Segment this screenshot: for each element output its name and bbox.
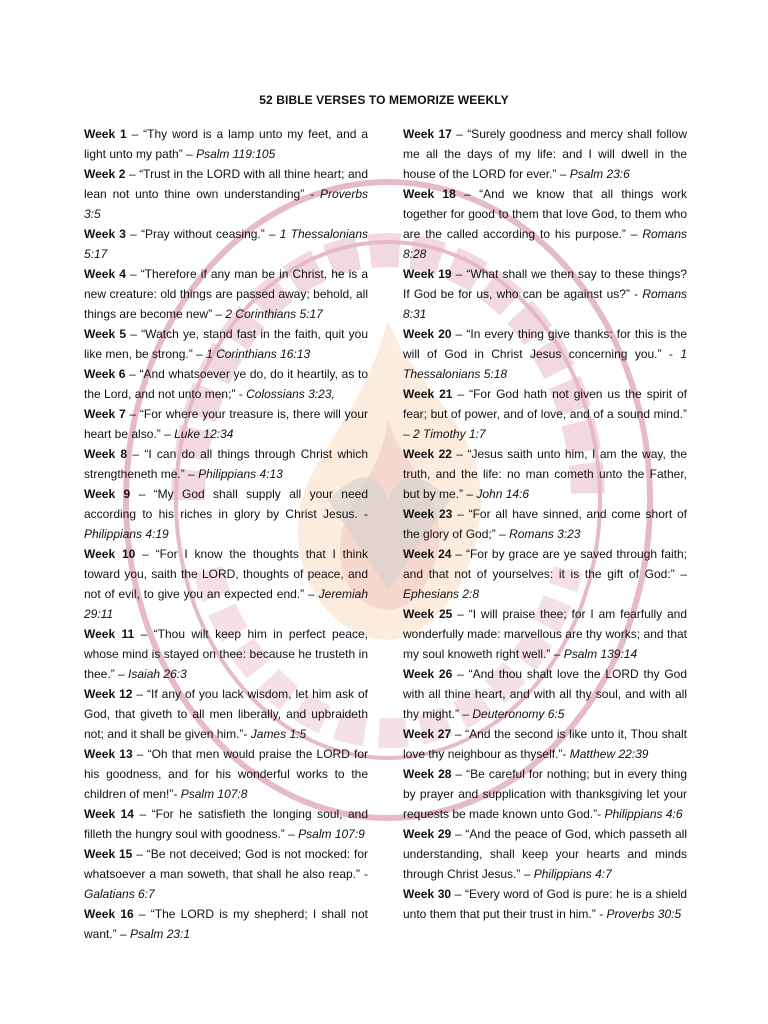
- verse-entry: Week 19 – “What shall we then say to these things? If God be for us, who can be against us?” - Romans 8:31: [403, 267, 688, 321]
- week-label: Week 24: [403, 547, 452, 561]
- verse-entry: Week 9 – “My God shall supply all your need according to his riches in glory by Christ Jesus. - Philippians 4:19: [84, 487, 368, 541]
- week-label: Week 16: [84, 907, 134, 921]
- verse-entry: Week 7 – “For where your treasure is, there will your heart be also.” – Luke 12:34: [84, 407, 368, 441]
- verse-text: “For he satisfieth the longing soul, and filleth the hungry soul with goodness.” –: [84, 807, 368, 841]
- week-label: Week 2: [84, 167, 126, 181]
- verse-reference: Jeremiah 29:11: [84, 587, 368, 621]
- verse-text: “I will praise thee; for I am fearfully and wonderfully made: marvellous are thy works; and that my soul knoweth right well.” –: [403, 607, 688, 661]
- right-column: [403, 124, 687, 924]
- verse-entry: Week 10 – “For I know the thoughts that I think toward you, saith the LORD, thoughts of peace, and not of evil, to give you an expected end.” – Jeremiah 29:11: [84, 547, 369, 621]
- verse-text: “Thou wilt keep him in perfect peace, whose mind is stayed on thee: because he trusteth in thee.” –: [84, 627, 368, 681]
- verse-text: “For by grace are ye saved through faith; and that not of yourselves: it is the gift of God:” –: [403, 547, 688, 581]
- verse-reference: Philippians 4:6: [604, 807, 683, 821]
- left-column: [84, 124, 368, 944]
- verse-entry: Week 1 – “Thy word is a lamp unto my feet, and a light unto my path” – Psalm 119:105: [84, 127, 368, 161]
- week-label: Week 9: [84, 487, 131, 501]
- verse-entry: Week 20 – “In every thing give thanks: for this is the will of God in Christ Jesus concerning you.” - 1 Thessalonians 5:18: [403, 327, 687, 381]
- week-label: Week 29: [403, 827, 452, 841]
- verse-reference: Psalm 107:9: [298, 827, 365, 841]
- week-label: Week 13: [84, 747, 133, 761]
- verse-entry: Week 23 – “For all have sinned, and come short of the glory of God;” – Romans 3:23: [403, 507, 688, 541]
- verse-reference: 2 Timothy 1:7: [413, 427, 486, 441]
- week-label: Week 15: [84, 847, 133, 861]
- verse-text: “And we know that all things work together for good to them that love God, to them who are the called according to his purpose.” –: [403, 187, 688, 241]
- verse-entry: Week 18 – “And we know that all things work together for good to them that love God, to them who are the called according to his purpose.” – Romans 8:28: [403, 187, 688, 261]
- week-label: Week 26: [403, 667, 453, 681]
- verse-reference: Isaiah 26:3: [128, 667, 187, 681]
- verse-entry: Week 5 – “Watch ye, stand fast in the faith, quit you like men, be strong.” – 1 Corinthians 16:13: [84, 327, 369, 361]
- verse-text: “In every thing give thanks: for this is the will of God in Christ Jesus concerning you.” -: [403, 327, 687, 361]
- verse-reference: Psalm 23:1: [130, 927, 191, 941]
- week-label: Week 23: [403, 507, 453, 521]
- week-label: Week 30: [403, 887, 452, 901]
- verse-entry: Week 15 – “Be not deceived; God is not mocked: for whatsoever a man soweth, that shall he also reap.” - Galatians 6:7: [84, 847, 369, 901]
- verse-reference: Romans 8:31: [403, 287, 687, 321]
- week-label: Week 25: [403, 607, 453, 621]
- verse-entry: Week 27 – “And the second is like unto it, Thou shalt love thy neighbour as thyself.”- Matthew 22:39: [403, 727, 687, 761]
- verse-reference: Philippians 4:19: [84, 527, 169, 541]
- verse-text: “The LORD is my shepherd; I shall not want.” –: [84, 907, 368, 941]
- verse-entry: Week 12 – “If any of you lack wisdom, let him ask of God, that giveth to all men liberally, and upbraideth not; and it shall be given him.”- James 1:5: [84, 687, 369, 741]
- verse-text: “And the second is like unto it, Thou shalt love thy neighbour as thyself.”-: [403, 727, 687, 761]
- week-label: Week 4: [84, 267, 126, 281]
- verse-text: “Jesus saith unto him, I am the way, the truth, and the life: no man cometh unto the Father, but by me.” –: [403, 447, 687, 501]
- verse-reference: Proverbs 3:5: [84, 187, 368, 221]
- week-label: Week 21: [403, 387, 453, 401]
- page-title: 52 BIBLE VERSES TO MEMORIZE WEEKLY: [259, 93, 509, 107]
- verse-reference: Ephesians 2:8: [403, 587, 480, 601]
- verse-entry: Week 2 – “Trust in the LORD with all thine heart; and lean not unto thine own understanding” - Proverbs 3:5: [84, 167, 369, 221]
- verse-reference: Philippians 4:7: [533, 867, 612, 881]
- verse-entry: Week 16 – “The LORD is my shepherd; I shall not want.” – Psalm 23:1: [84, 907, 368, 941]
- verse-text: “Every word of God is pure: he is a shield unto them that put their trust in him.” -: [403, 887, 688, 921]
- week-label: Week 6: [84, 367, 126, 381]
- verse-text: “Surely goodness and mercy shall follow me all the days of my life: and I will dwell in the house of the LORD for ever.” –: [403, 127, 687, 181]
- verse-reference: Psalm 107:8: [180, 787, 248, 801]
- week-label: Week 1: [84, 127, 127, 141]
- verse-reference: Proverbs 30:5: [606, 907, 682, 921]
- verse-entry: Week 28 – “Be careful for nothing; but in every thing by prayer and supplication with thanksgiving let your requests be made known unto God.”- Philippians 4:6: [403, 767, 687, 821]
- verse-text: “And whatsoever ye do, do it heartily, as to the Lord, and not unto men;” -: [84, 367, 368, 401]
- verse-reference: 1 Thessalonians 5:17: [84, 227, 369, 261]
- verse-reference: Psalm 119:105: [196, 147, 276, 161]
- verse-entry: Week 14 – “For he satisfieth the longing soul, and filleth the hungry soul with goodness.” – Psalm 107:9: [84, 807, 368, 841]
- verse-reference: Psalm 139:14: [563, 647, 638, 661]
- verse-reference: Colossians 3:23,: [246, 387, 335, 401]
- week-label: Week 10: [84, 547, 136, 561]
- week-label: Week 3: [84, 227, 126, 241]
- verse-entry: Week 11 – “Thou wilt keep him in perfect peace, whose mind is stayed on thee: because he trusteth in thee.” – Isaiah 26:3: [84, 627, 368, 681]
- verse-reference: James 1:5: [250, 727, 307, 741]
- verse-text: “Oh that men would praise the LORD for his goodness, and for his wonderful works to the children of men!”-: [84, 747, 369, 801]
- verse-entry: Week 22 – “Jesus saith unto him, I am the way, the truth, and the life: no man cometh unto the Father, but by me.” – John 14:6: [403, 447, 687, 501]
- verse-entry: Week 6 – “And whatsoever ye do, do it heartily, as to the Lord, and not unto men;” - Colossians 3:23,: [84, 367, 368, 401]
- verse-text: “What shall we then say to these things? If God be for us, who can be against us?” -: [403, 267, 688, 301]
- week-label: Week 7: [84, 407, 126, 421]
- verse-text: “Be not deceived; God is not mocked: for whatsoever a man soweth, that shall he also reap.” -: [84, 847, 369, 881]
- verse-entry: Week 24 – “For by grace are ye saved through faith; and that not of yourselves: it is the gift of God:” – Ephesians 2:8: [403, 547, 688, 601]
- verse-reference: Galatians 6:7: [84, 887, 155, 901]
- verse-entry: Week 30 – “Every word of God is pure: he is a shield unto them that put their trust in him.” - Proverbs 30:5: [403, 887, 688, 921]
- verse-text: “For I know the thoughts that I think toward you, saith the LORD, thoughts of peace, and not of evil, to give you an expected end.” –: [84, 547, 369, 601]
- week-label: Week 19: [403, 267, 452, 281]
- week-label: Week 20: [403, 327, 452, 341]
- verse-text: “Be careful for nothing; but in every thing by prayer and supplication with thanksgiving let your requests be made known unto God.”-: [403, 767, 687, 821]
- verse-entry: Week 4 – “Therefore if any man be in Christ, he is a new creature: old things are passed away; behold, all things are become new” – 2 Corinthians 5:17: [84, 267, 369, 321]
- week-label: Week 14: [84, 807, 134, 821]
- verse-text: “And thou shalt love the LORD thy God with all thine heart, and with all thy soul, and with all thy might.” –: [403, 667, 688, 721]
- verse-reference: Luke 12:34: [174, 427, 234, 441]
- verse-reference: 2 Corinthians 5:17: [225, 307, 323, 321]
- week-label: Week 8: [84, 447, 128, 461]
- verse-reference: Philippians 4:13: [198, 467, 283, 481]
- verse-text: “My God shall supply all your need according to his riches in glory by Christ Jesus. -: [84, 487, 368, 521]
- verse-text: “Thy word is a lamp unto my feet, and a light unto my path” –: [84, 127, 368, 161]
- week-label: Week 18: [403, 187, 456, 201]
- week-label: Week 5: [84, 327, 127, 341]
- verse-entry: Week 3 – “Pray without ceasing.” – 1 Thessalonians 5:17: [84, 227, 369, 261]
- verse-reference: Romans 3:23: [509, 527, 581, 541]
- verse-text: “Pray without ceasing.” –: [141, 227, 276, 241]
- verse-entry: Week 8 – “I can do all things through Christ which strengtheneth me.” – Philippians 4:13: [84, 447, 369, 481]
- verse-reference: Deuteronomy 6:5: [472, 707, 565, 721]
- verse-entry: Week 25 – “I will praise thee; for I am fearfully and wonderfully made: marvellous are thy works; and that my soul knoweth right well.” – Psalm 139:14: [403, 607, 688, 661]
- verse-entry: Week 21 – “For God hath not given us the spirit of fear; but of power, and of love, and of a sound mind.” – 2 Timothy 1:7: [403, 387, 688, 441]
- verse-reference: Romans 8:28: [403, 227, 687, 261]
- week-label: Week 28: [403, 767, 452, 781]
- verse-entry: Week 29 – “And the peace of God, which passeth all understanding, shall keep your hearts and minds through Christ Jesus.” – Philippians 4:7: [403, 827, 687, 881]
- verse-reference: Psalm 23:6: [569, 167, 630, 181]
- verse-text: “If any of you lack wisdom, let him ask of God, that giveth to all men liberally, and upbraideth not; and it shall be given him.”-: [84, 687, 369, 741]
- verse-reference: 1 Corinthians 16:13: [206, 347, 311, 361]
- verse-entry: Week 13 – “Oh that men would praise the LORD for his goodness, and for his wonderful works to the children of men!”- Psalm 107:8: [84, 747, 369, 801]
- verse-reference: Matthew 22:39: [569, 747, 649, 761]
- week-label: Week 11: [84, 627, 135, 641]
- week-label: Week 12: [84, 687, 133, 701]
- verse-text: “Therefore if any man be in Christ, he is a new creature: old things are passed away; behold, all things are become new” –: [84, 267, 369, 321]
- week-label: Week 17: [403, 127, 452, 141]
- verse-entry: Week 17 – “Surely goodness and mercy shall follow me all the days of my life: and I will dwell in the house of the LORD for ever.” – Psalm 23:6: [403, 127, 687, 181]
- verse-entry: Week 26 – “And thou shalt love the LORD thy God with all thine heart, and with all thy soul, and with all thy might.” – Deuteronomy 6:5: [403, 667, 688, 721]
- verse-text: “Trust in the LORD with all thine heart; and lean not unto thine own understanding” -: [84, 167, 369, 201]
- verse-reference: 1 Thessalonians 5:18: [403, 347, 687, 381]
- verse-text: “Watch ye, stand fast in the faith, quit you like men, be strong.” –: [84, 327, 369, 361]
- verse-text: “For all have sinned, and come short of the glory of God;” –: [403, 507, 688, 541]
- verse-text: “And the peace of God, which passeth all understanding, shall keep your hearts and minds through Christ Jesus.” –: [403, 827, 687, 881]
- week-label: Week 27: [403, 727, 452, 741]
- verse-text: “For where your treasure is, there will your heart be also.” –: [84, 407, 368, 441]
- verse-reference: John 14:6: [476, 487, 530, 501]
- verse-text: “I can do all things through Christ which strengtheneth me.” –: [84, 447, 369, 481]
- week-label: Week 22: [403, 447, 452, 461]
- verse-text: “For God hath not given us the spirit of fear; but of power, and of love, and of a sound mind.” –: [403, 387, 688, 441]
